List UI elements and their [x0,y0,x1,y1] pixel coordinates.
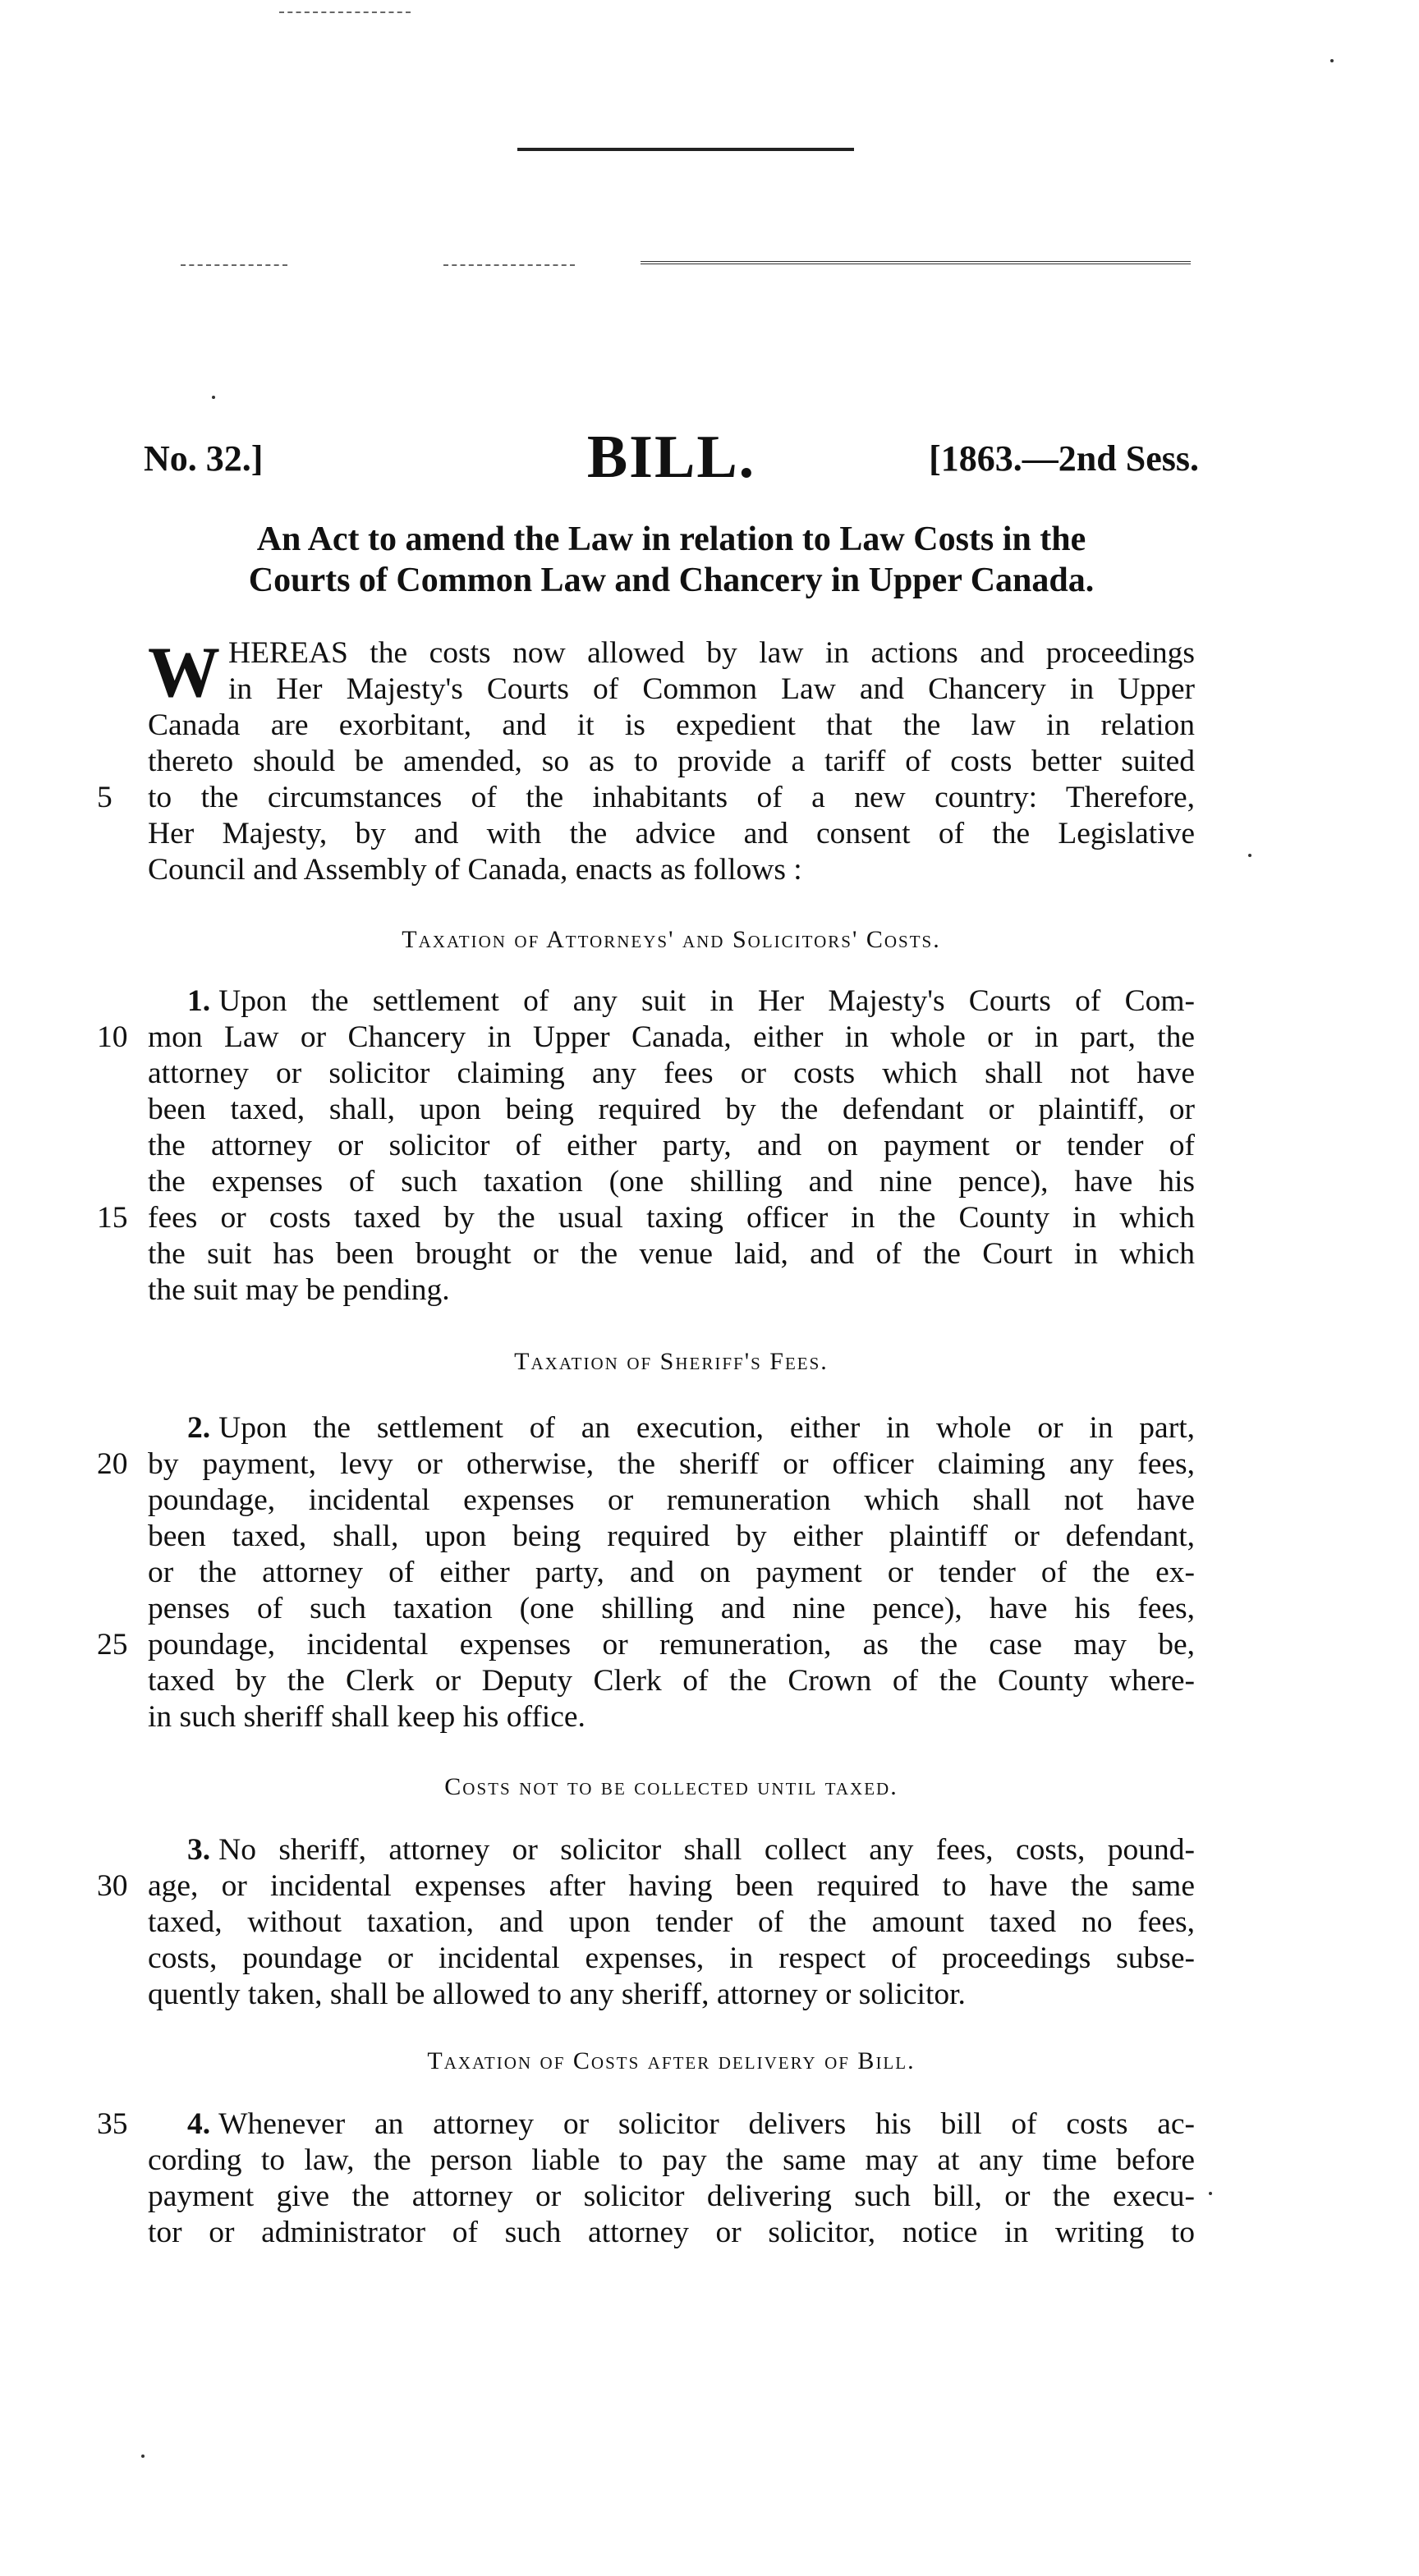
margin-line-number: 30 [97,1869,128,1903]
section-line: mon Law or Chancery in Upper Canada, either in whole or in part, the [148,1020,1195,1054]
section-line: the suit may be pending. [148,1273,450,1307]
margin-line-number: 25 [97,1628,128,1662]
preamble-line: Her Majesty, by and with the advice and consent of the Legislative [148,817,1195,850]
section-line: taxed, without taxation, and upon tender of the amount taxed no fees, [148,1905,1195,1939]
section-line [148,2106,1195,2143]
margin-line-number: 20 [97,1447,128,1481]
section-1 [148,983,1195,1309]
section-line: attorney or solicitor claiming any fees or costs which shall not have [148,1057,1195,1090]
section-line: poundage, incidental expenses or remuneration, as the case may be, [148,1628,1195,1662]
section-line: taxed by the Clerk or Deputy Clerk of the Crown of the County where- [148,1664,1195,1698]
section-line: quently taken, shall be allowed to any sheriff, attorney or solicitor. [148,1978,966,2011]
top-dash-rule [279,11,411,13]
section-line: fees or costs taxed by the usual taxing officer in the County in which [148,1201,1195,1235]
margin-line-number: 5 [97,781,113,814]
ornament-rule [517,148,854,151]
section-number: 3. [187,1833,211,1867]
section-line [148,1832,1195,1868]
section-line-text: Upon the settlement of any suit in Her Majesty's Courts of Com- [218,984,1195,1018]
bill-header [144,423,1199,497]
section-line-text: Whenever an attorney or solicitor delivers his bill of costs ac- [218,2107,1195,2141]
section-number: 2. [187,1411,211,1445]
section-line: in such sheriff shall keep his office. [148,1700,586,1734]
session-label: [1863.—2nd Sess. [929,438,1199,479]
section-line [148,983,1195,1020]
section-line [148,1410,1195,1446]
bill-number: No. 32.] [144,438,264,479]
section-heading: Costs not to be collected until taxed. [444,1773,898,1800]
short-dash-mid [443,264,575,266]
section-line: the expenses of such taxation (one shilling and nine pence), have his [148,1165,1195,1199]
preamble-dropcap: W [148,633,220,713]
margin-line-number: 10 [97,1020,128,1054]
bill-label: BILL. [586,424,756,491]
section-2 [148,1410,1195,1735]
speck [1209,2192,1212,2195]
section-number: 4. [187,2107,211,2141]
act-title-line-1: An Act to amend the Law in relation to Law Costs in the [256,520,1086,558]
section-heading: Taxation of Sheriff's Fees. [514,1348,829,1375]
section-line: poundage, incidental expenses or remuneration which shall not have [148,1483,1195,1517]
margin-line-number: 35 [97,2107,128,2141]
separator-rule [641,261,1191,264]
section-heading: Taxation of Costs after delivery of Bill. [427,2047,916,2074]
speck [212,396,215,399]
act-title-line-2: Courts of Common Law and Chancery in Upper Canada. [248,561,1095,599]
speck [1248,854,1251,857]
preamble-line: thereto should be amended, so as to provide a tariff of costs better suited [148,745,1195,778]
preamble-line: Canada are exorbitant, and it is expedient that the law in relation [148,708,1195,742]
section-line: cording to law, the person liable to pay the same may at any time before [148,2143,1195,2177]
section-heading: Taxation of Attorneys' and Solicitors' Costs. [402,926,941,953]
section-3 [148,1832,1195,2013]
section-line: age, or incidental expenses after having been required to have the same [148,1869,1195,1903]
speck [1330,59,1334,62]
section-line: the attorney or solicitor of either party, and on payment or tender of [148,1129,1195,1162]
preamble-line: HEREAS the costs now allowed by law in actions and proceedings [228,636,1195,670]
section-line-text: Upon the settlement of an execution, either in whole or in part, [218,1411,1195,1445]
section-line: payment give the attorney or solicitor delivering such bill, or the execu- [148,2180,1195,2213]
section-line: been taxed, shall, upon being required by the defendant or plaintiff, or [148,1093,1195,1126]
section-line: been taxed, shall, upon being required by either plaintiff or defendant, [148,1519,1195,1553]
section-line: by payment, levy or otherwise, the sheriff or officer claiming any fees, [148,1447,1195,1481]
speck [141,2455,145,2458]
section-line: penses of such taxation (one shilling and nine pence), have his fees, [148,1592,1195,1625]
preamble-line: Council and Assembly of Canada, enacts as follows : [148,853,802,887]
preamble [148,635,1195,888]
section-line: the suit has been brought or the venue laid, and of the Court in which [148,1237,1195,1271]
short-dash-left [181,264,287,266]
section-line: or the attorney of either party, and on payment or tender of the ex- [148,1556,1195,1589]
preamble-line: to the circumstances of the inhabitants of a new country: Therefore, [148,781,1195,814]
act-title [144,519,1199,601]
preamble-line: in Her Majesty's Courts of Common Law and Chancery in Upper [228,672,1195,706]
section-number: 1. [187,984,211,1018]
margin-line-number: 15 [97,1201,128,1235]
section-line: tor or administrator of such attorney or solicitor, notice in writing to [148,2216,1195,2249]
section-4 [148,2106,1195,2251]
section-line: costs, poundage or incidental expenses, in respect of proceedings subse- [148,1941,1195,1975]
section-line-text: No sheriff, attorney or solicitor shall collect any fees, costs, pound- [218,1833,1195,1867]
